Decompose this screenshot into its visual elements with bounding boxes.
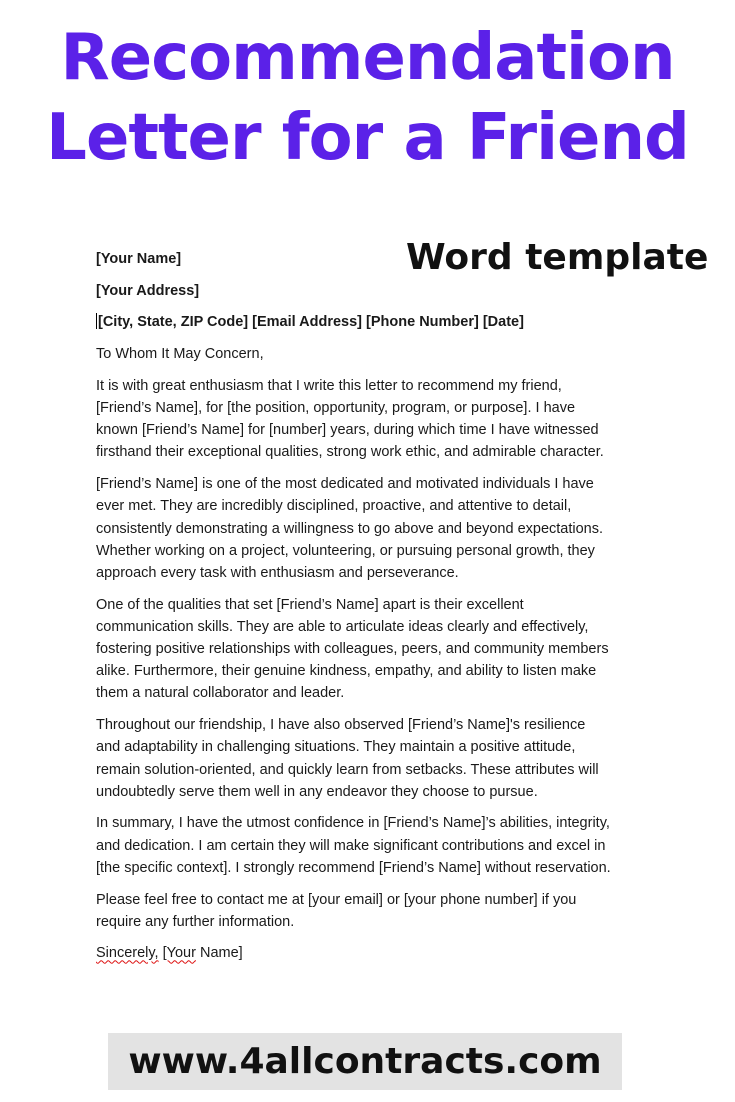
letter-body	[96, 248, 611, 974]
sender-name: [Your Name]	[96, 251, 182, 267]
title-line-2: Letter for a Friend	[46, 101, 689, 175]
paragraph-5: In summary, I have the utmost confidence in [Friend’s Name]’s abilities, integrity, and dedication. I am certain they will make significant contributions and excel in [the specific context]. I strongly recommend [Friend’s Name] without reservation.	[96, 815, 611, 876]
paragraph-2: [Friend’s Name] is one of the most dedicated and motivated individuals I have ever met. They are incredibly disciplined, proactive, and attentive to detail, consistently demonstrating a willingness to go above and beyond expectations. Whether working on a project, volunteering, or pursuing personal growth, they approach every task with enthusiasm and perseverance.	[96, 476, 604, 581]
sender-address: [Your Address]	[96, 282, 200, 299]
text-cursor	[96, 313, 97, 329]
footer-url[interactable]: www.4allcontracts.com	[128, 1041, 602, 1082]
closing-word-name: Name]	[199, 945, 243, 962]
closing-word-your: [Your	[162, 945, 196, 962]
closing-word-sincerely: Sincerely,	[96, 945, 159, 962]
greeting: To Whom It May Concern,	[96, 346, 264, 363]
paragraph-1: It is with great enthusiasm that I write this letter to recommend my friend, [Friend’s Name], for [the position, opportunity, program, or purpose]. I have known [Friend’s Name] for [number] years, during which time I have witnessed firsthand their exceptional qualities, strong work ethic, and admirable character.	[96, 377, 604, 461]
title-line-1: Recommendation	[60, 21, 675, 95]
paragraph-6: Please feel free to contact me at [your email] or [your phone number] if you require any further information.	[96, 891, 577, 930]
subtitle: Word template	[406, 237, 709, 278]
sender-contact-line	[96, 311, 611, 333]
closing	[96, 942, 611, 964]
paragraph-3: One of the qualities that set [Friend’s Name] apart is their excellent communication skills. They are able to articulate ideas clearly and effectively, fostering positive relationships with colleagues, peers, and community members alike. Furthermore, their genuine kindness, empathy, and ability to listen make them a natural collaborator and leader.	[96, 596, 609, 702]
sender-contact-text: [City, State, ZIP Code] [Email Address] [Phone Number] [Date]	[98, 314, 524, 331]
paragraph-4: Throughout our friendship, I have also observed [Friend’s Name]'s resilience and adaptability in challenging situations. They maintain a positive attitude, remain solution-oriented, and quickly learn from setbacks. These attributes will undoubtedly serve them well in any endeavor they choose to pursue.	[96, 717, 599, 800]
page-title	[0, 18, 735, 178]
